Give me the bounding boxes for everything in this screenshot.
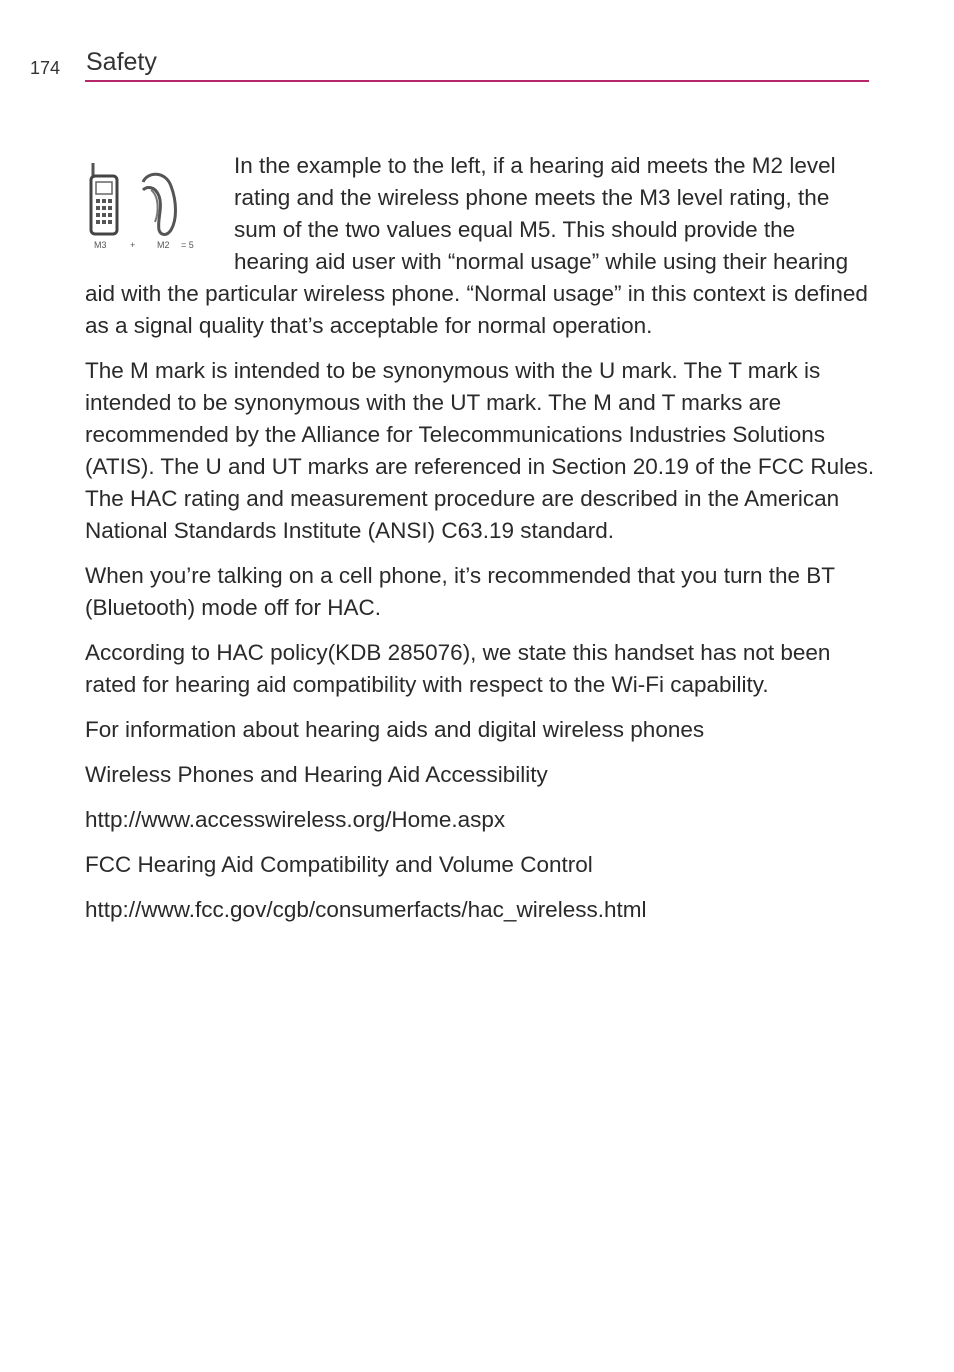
- label-m2: M2: [157, 240, 170, 250]
- paragraph-m-t-marks: The M mark is intended to be synonymous with the U mark. The T mark is intended to be synonymous with the UT mark. The M and T marks are recommended by the Alliance for Telecommunications Industries Solutions (ATIS). The U and UT marks are referenced in Section 20.19 of the FCC Rules. The HAC rating and measurement procedure are described in the American National Standards Institute (ANSI) C63.19 standard.: [85, 358, 875, 543]
- page-header: [30, 48, 869, 82]
- hac-rating-illustration: [85, 160, 210, 252]
- page-content: [85, 150, 875, 939]
- label-m3: M3: [94, 240, 107, 250]
- paragraph-bluetooth: When you’re talking on a cell phone, it’s recommended that you turn the BT (Bluetooth) mode off for HAC.: [85, 563, 835, 620]
- label-plus: +: [130, 240, 136, 250]
- accesswireless-url: http://www.accesswireless.org/Home.aspx: [85, 807, 506, 832]
- cell-phone-icon: [91, 163, 117, 234]
- page-number: 174: [30, 58, 61, 78]
- paragraph-info-heading: For information about hearing aids and digital wireless phones: [85, 717, 705, 742]
- header-divider: [85, 80, 869, 82]
- label-equals-5: = 5: [181, 240, 194, 250]
- paragraph-hac-policy: According to HAC policy(KDB 285076), we state this handset has not been rated for hearing aid compatibility with respect to the Wi-Fi capability.: [85, 640, 831, 697]
- section-title: Safety: [86, 48, 157, 76]
- hearing-aid-icon: [143, 174, 176, 234]
- paragraph-hac-example: In the example to the left, if a hearing aid meets the M2 level rating and the wireless phone meets the M3 level rating, the sum of the two values equal M5. This should provide the hearing aid user with “normal usage” while using their hearing aid with the particular wireless phone. “Normal usage” in this context is defined as a signal quality that’s acceptable for normal operation.: [85, 153, 868, 338]
- paragraph-accessibility-title: Wireless Phones and Hearing Aid Accessibility: [85, 762, 548, 787]
- fcc-url: http://www.fcc.gov/cgb/consumerfacts/hac_wireless.html: [85, 897, 647, 922]
- paragraph-fcc-title: FCC Hearing Aid Compatibility and Volume Control: [85, 852, 593, 877]
